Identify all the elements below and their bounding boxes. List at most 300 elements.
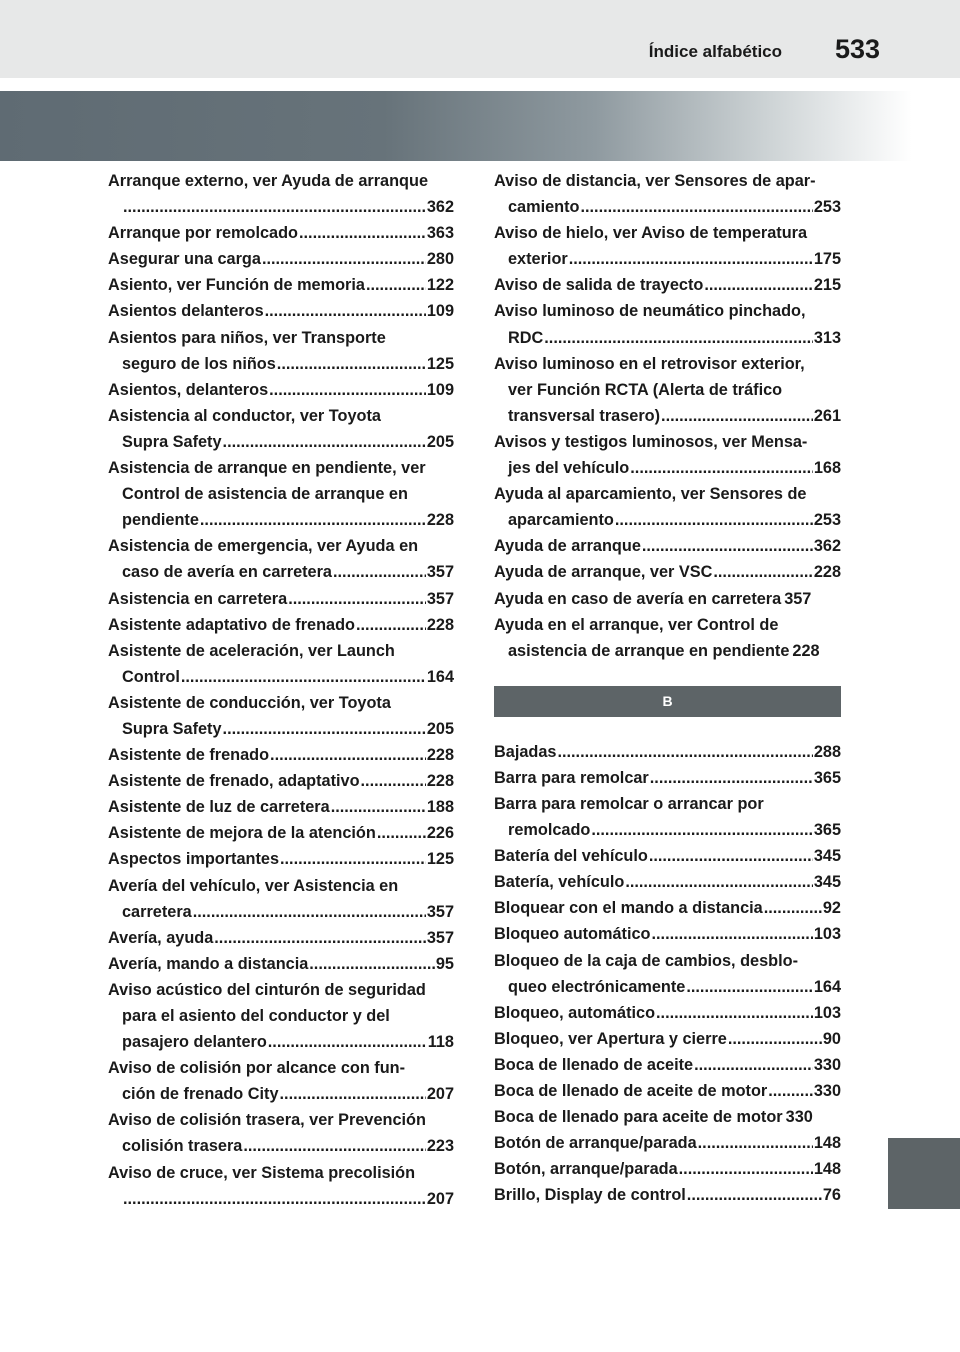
dot-leader (268, 1029, 427, 1055)
entry-text: pasajero delantero (122, 1033, 267, 1052)
entry-text: Aviso de colisión trasera, ver Prevención (108, 1111, 426, 1130)
entry-page-number: 345 (813, 873, 841, 892)
index-entry-line (494, 533, 841, 559)
entry-page-number: 228 (426, 746, 454, 765)
entry-page-number: 122 (426, 276, 454, 295)
index-entry (108, 455, 454, 533)
entry-text: Asientos, delanteros (108, 380, 269, 399)
index-entry-line (494, 1182, 841, 1208)
entry-text: carretera (122, 902, 192, 921)
index-entry-line (494, 403, 841, 429)
entry-text: ción de frenado City (122, 1085, 279, 1104)
entry-page-number: 330 (813, 1082, 841, 1100)
index-entry-line (108, 1081, 454, 1107)
dot-leader (544, 325, 813, 351)
entry-text: Batería del vehículo (494, 847, 648, 866)
dot-leader (262, 246, 426, 272)
entry-page-number: 330 (813, 1055, 841, 1074)
entry-text: Asegurar una carga (108, 250, 261, 269)
dot-leader (309, 951, 435, 977)
entry-page-number: 228 (426, 772, 454, 791)
entry-page-number: 253 (813, 511, 841, 530)
entry-page-number: 109 (426, 302, 454, 321)
entry-text: camiento (508, 198, 580, 217)
entry-page-number: 95 (435, 954, 454, 973)
entry-text: Avería del vehículo, ver Asistencia en (108, 876, 399, 895)
section-header-b: B (494, 686, 841, 717)
entry-text: Bloquear con el mando a distancia (494, 899, 763, 918)
dot-leader (288, 586, 426, 612)
dot-leader (356, 612, 426, 638)
index-entry (494, 1026, 841, 1052)
entry-page-number: 357 (426, 563, 454, 582)
index-entry-line (108, 403, 454, 429)
index-entry-line (494, 739, 841, 765)
entry-text: asistencia de arranque en pendiente (508, 641, 790, 660)
index-entry-line (108, 1133, 454, 1159)
index-entry-line (108, 168, 454, 194)
entry-text: caso de avería en carretera (122, 563, 332, 582)
entry-text: jes del vehículo (508, 459, 630, 478)
entry-text: Brillo, Display de control (494, 1186, 686, 1205)
index-entry-line (494, 1156, 841, 1182)
index-entry-line (494, 1104, 841, 1130)
dot-leader (123, 1186, 426, 1212)
decorative-banner (0, 91, 960, 161)
index-entry (494, 895, 841, 921)
dot-leader (361, 768, 426, 794)
index-entry (108, 298, 454, 324)
entry-text: Aspectos importantes (108, 850, 279, 869)
entry-text: transversal trasero) (508, 406, 661, 425)
dot-leader (331, 794, 426, 820)
index-entry-line (108, 1160, 454, 1186)
entry-page-number: 168 (813, 459, 841, 478)
index-entry-line (108, 794, 454, 820)
index-entry (494, 1000, 841, 1026)
dot-leader (214, 925, 426, 951)
index-entry-line (494, 586, 841, 612)
dot-leader (580, 194, 812, 220)
index-entry-line (494, 765, 841, 791)
entry-page-number: 365 (813, 821, 841, 840)
header-band (0, 0, 960, 78)
entry-text: Asistente de mejora de la atención (108, 824, 376, 843)
entry-text: Aviso de cruce, ver Sistema precolisión (108, 1163, 416, 1182)
index-entry (108, 325, 454, 377)
entry-text: Asiento, ver Función de memoria (108, 276, 365, 295)
index-entry-line (494, 612, 841, 638)
entry-text: Boca de llenado de aceite de motor (494, 1082, 768, 1100)
index-entry-line (494, 817, 841, 843)
index-entry-line (494, 168, 841, 194)
entry-text: Supra Safety (122, 432, 222, 451)
index-entry (494, 612, 841, 664)
index-entry-line (108, 690, 454, 716)
index-entry-line (108, 742, 454, 768)
index-entry-line (108, 455, 454, 481)
entry-text: Batería, vehículo (494, 873, 625, 892)
entry-text: Botón, arranque/parada (494, 1160, 678, 1179)
dot-leader (764, 895, 822, 921)
index-column-left (108, 168, 454, 1212)
index-entry-line (108, 298, 454, 324)
dot-leader (299, 220, 426, 246)
index-entry-line (108, 638, 454, 664)
index-entry (108, 742, 454, 768)
entry-page-number: 253 (813, 198, 841, 217)
entry-text: Asistente de aceleración, ver Launch (108, 641, 395, 660)
entry-text: Supra Safety (122, 719, 222, 738)
index-entry-line (494, 481, 841, 507)
entry-page-number: 363 (426, 224, 454, 243)
entry-page-number: 223 (426, 1137, 454, 1156)
index-entry (108, 768, 454, 794)
index-entry-line (108, 1107, 454, 1133)
index-entry (108, 638, 454, 690)
entry-text: queo electrónicamente (508, 977, 686, 996)
dot-leader (625, 869, 813, 895)
index-entry-line (494, 1078, 841, 1104)
index-entry-line (108, 246, 454, 272)
entry-text: Ayuda de arranque, ver VSC (494, 563, 713, 582)
index-entry (108, 1055, 454, 1107)
entry-page-number: 362 (813, 537, 841, 556)
dot-leader (652, 921, 813, 947)
entry-page-number: 164 (813, 977, 841, 996)
dot-leader (569, 246, 813, 272)
entry-page-number: 109 (426, 380, 454, 399)
index-entry (494, 586, 841, 612)
entry-text: aparcamiento (508, 511, 614, 530)
index-entry-line (108, 559, 454, 585)
index-entry-line (494, 1052, 841, 1078)
entry-page-number: 357 (784, 589, 812, 608)
entry-text: Aviso de colisión por alcance con fun- (108, 1059, 406, 1078)
entry-text: Asistencia al conductor, ver Toyota (108, 406, 381, 425)
entry-page-number: 125 (426, 850, 454, 869)
entry-page-number: 207 (426, 1085, 454, 1104)
index-entry-line (108, 533, 454, 559)
index-entry-line (494, 869, 841, 895)
index-entry (108, 1160, 454, 1212)
dot-leader (557, 739, 812, 765)
index-entry (108, 690, 454, 742)
dot-leader (768, 1078, 813, 1104)
entry-text: Barra para remolcar o arrancar por (494, 794, 764, 813)
entry-page-number: 188 (426, 798, 454, 817)
index-entry-line (108, 1055, 454, 1081)
index-entry-line (108, 716, 454, 742)
index-entry (494, 1156, 841, 1182)
entry-text: Asistencia de arranque en pendiente, ver (108, 459, 426, 478)
entry-page-number: 164 (426, 667, 454, 686)
index-entry (108, 925, 454, 951)
index-entry-line (108, 664, 454, 690)
dot-leader (642, 533, 813, 559)
index-entry-line (494, 1026, 841, 1052)
entry-text: Aviso de distancia, ver Sensores de apar- (494, 172, 816, 190)
index-entry-line (108, 612, 454, 638)
dot-leader (223, 716, 426, 742)
entry-page-number: 103 (813, 1003, 841, 1022)
entry-text: Barra para remolcar (494, 768, 649, 787)
entry-text: Asistencia en carretera (108, 589, 288, 608)
index-entry (108, 846, 454, 872)
index-entry (108, 1107, 454, 1159)
index-entry-line (494, 948, 841, 974)
index-entry (108, 586, 454, 612)
dot-leader (181, 664, 426, 690)
index-entry-line (494, 1000, 841, 1026)
index-entry-line (494, 429, 841, 455)
index-entry (494, 481, 841, 533)
header-title: Índice alfabético (648, 42, 782, 61)
dot-leader (366, 272, 426, 298)
index-entry-line (494, 377, 841, 403)
index-entry (108, 977, 454, 1055)
index-entry (494, 869, 841, 895)
dot-leader (265, 298, 426, 324)
entry-page-number: 226 (426, 824, 454, 843)
dot-leader (615, 507, 813, 533)
side-thumb-tab (888, 1138, 960, 1209)
entry-text: Bloqueo, automático (494, 1003, 656, 1022)
index-entry-line (108, 481, 454, 507)
dot-leader (243, 1133, 425, 1159)
index-entry (494, 272, 841, 298)
entry-text: Control de asistencia de arranque en (122, 485, 408, 504)
entry-text: Aviso de salida de trayecto (494, 276, 704, 295)
index-entry (108, 951, 454, 977)
entry-text: Ayuda de arranque (494, 537, 641, 556)
dot-leader (649, 843, 813, 869)
index-entry (108, 272, 454, 298)
index-entry (108, 220, 454, 246)
entry-page-number: 215 (813, 276, 841, 295)
entry-text: Ayuda en el arranque, ver Control de (494, 615, 779, 634)
index-entry-line (108, 586, 454, 612)
index-entry-line (108, 820, 454, 846)
entry-page-number: 365 (813, 768, 841, 787)
entry-page-number: 280 (426, 250, 454, 269)
index-entry-line (494, 559, 841, 585)
entry-text: Botón de arranque/parada (494, 1134, 697, 1153)
index-entry (494, 1104, 841, 1130)
dot-leader (679, 1156, 813, 1182)
index-entry-line (108, 1029, 454, 1055)
index-entry-line (108, 899, 454, 925)
index-entry-line (494, 895, 841, 921)
index-group-a (494, 168, 841, 664)
entry-text: Bloqueo de la caja de cambios, desblo- (494, 951, 798, 970)
index-entry (108, 377, 454, 403)
dot-leader (694, 1052, 813, 1078)
entry-text: Arranque por remolcado (108, 224, 298, 243)
index-entry (108, 246, 454, 272)
index-entry-line (494, 791, 841, 817)
dot-leader (650, 765, 813, 791)
entry-text: remolcado (508, 821, 591, 840)
entry-page-number: 313 (813, 328, 841, 347)
index-entry (494, 559, 841, 585)
index-entry-line (108, 377, 454, 403)
entry-page-number: 357 (426, 589, 454, 608)
entry-text: ver Función RCTA (Alerta de tráfico (508, 380, 783, 399)
entry-text: RDC (508, 328, 544, 347)
index-entry-line (108, 272, 454, 298)
index-entry (494, 1182, 841, 1208)
index-entry (494, 220, 841, 272)
entry-text: Ayuda al aparcamiento, ver Sensores de (494, 485, 807, 504)
entry-text: Aviso de hielo, ver Aviso de temperatura (494, 224, 808, 243)
entry-text: seguro de los niños (122, 354, 276, 373)
index-entry-line (494, 974, 841, 1000)
entry-page-number: 228 (813, 563, 841, 582)
entry-page-number: 103 (813, 925, 841, 944)
entry-text: Asistencia de emergencia, ver Ayuda en (108, 537, 419, 556)
entry-page-number: 148 (813, 1134, 841, 1153)
index-entry (494, 168, 841, 220)
entry-text: Avería, mando a distancia (108, 954, 309, 973)
dot-leader (713, 559, 812, 585)
index-entry-line (108, 220, 454, 246)
index-entry-line (108, 194, 454, 220)
entry-page-number: 92 (822, 899, 841, 918)
dot-leader (656, 1000, 813, 1026)
index-entry-line (494, 194, 841, 220)
dot-leader (661, 403, 813, 429)
index-entry-line (108, 951, 454, 977)
index-entry (494, 1130, 841, 1156)
index-entry (494, 843, 841, 869)
index-entry-line (108, 325, 454, 351)
entry-page-number: 330 (785, 1108, 813, 1127)
entry-text: Aviso acústico del cinturón de seguridad (108, 980, 426, 999)
index-entry (494, 739, 841, 765)
dot-leader (193, 899, 426, 925)
entry-text: Aviso luminoso en el retrovisor exterior, (494, 354, 805, 373)
dot-leader (270, 742, 426, 768)
entry-page-number: 125 (426, 354, 454, 373)
dot-leader (377, 820, 426, 846)
entry-page-number: 288 (813, 742, 841, 761)
entry-page-number: 228 (426, 615, 454, 634)
index-entry-line (494, 351, 841, 377)
index-entry (494, 791, 841, 843)
index-entry-line (494, 220, 841, 246)
entry-text: Bloqueo automático (494, 925, 651, 944)
index-entry-line (494, 246, 841, 272)
entry-text: Bloqueo, ver Apertura y cierre (494, 1029, 727, 1048)
entry-text: Asientos delanteros (108, 302, 264, 321)
entry-text: Boca de llenado de aceite (494, 1055, 694, 1074)
entry-text: Avisos y testigos luminosos, ver Mensa- (494, 432, 808, 451)
dot-leader (687, 1182, 822, 1208)
entry-page-number: 228 (426, 511, 454, 530)
entry-text: Ayuda en caso de avería en carretera (494, 589, 782, 608)
index-entry (108, 820, 454, 846)
entry-page-number: 118 (427, 1033, 454, 1052)
index-entry (108, 533, 454, 585)
entry-text: Asientos para niños, ver Transporte (108, 328, 386, 347)
index-entry (494, 765, 841, 791)
entry-text: Aviso luminoso de neumático pinchado, (494, 302, 806, 321)
index-entry (494, 1052, 841, 1078)
index-entry-line (494, 1130, 841, 1156)
entry-page-number: 148 (813, 1160, 841, 1179)
entry-page-number: 175 (813, 250, 841, 269)
index-entry (494, 429, 841, 481)
entry-text: Asistente adaptativo de frenado (108, 615, 355, 634)
index-entry (108, 873, 454, 925)
index-entry-line (494, 843, 841, 869)
index-entry-line (494, 325, 841, 351)
index-entry-line (108, 507, 454, 533)
entry-text: Bajadas (494, 742, 557, 761)
dot-leader (630, 455, 813, 481)
entry-text: para el asiento del conductor y del (122, 1007, 390, 1025)
index-entry-line (494, 921, 841, 947)
index-entry (494, 298, 841, 350)
index-entry-line (108, 846, 454, 872)
entry-text: Arranque externo, ver Ayuda de arranque (108, 172, 428, 190)
index-entry (108, 168, 454, 220)
index-entry-line (494, 272, 841, 298)
entry-page-number: 205 (426, 719, 454, 738)
entry-page-number: 205 (426, 432, 454, 451)
index-entry-line (494, 455, 841, 481)
index-entry-line (108, 429, 454, 455)
index-entry-line (108, 873, 454, 899)
index-entry-line (494, 638, 841, 664)
index-entry-line (108, 351, 454, 377)
index-entry (494, 948, 841, 1000)
entry-text: Asistente de frenado, adaptativo (108, 772, 360, 791)
index-entry (494, 533, 841, 559)
index-entry-line (108, 977, 454, 1003)
dot-leader (686, 974, 812, 1000)
index-group-b (494, 739, 841, 1209)
entry-page-number: 261 (813, 406, 841, 425)
entry-page-number: 357 (426, 902, 454, 921)
entry-page-number: 345 (813, 847, 841, 866)
index-entry (494, 921, 841, 947)
dot-leader (698, 1130, 813, 1156)
entry-text: Asistente de frenado (108, 746, 270, 765)
index-entry (108, 794, 454, 820)
dot-leader (728, 1026, 822, 1052)
entry-page-number: 90 (822, 1029, 841, 1048)
index-entry-line (108, 1003, 454, 1029)
index-entry-line (494, 298, 841, 324)
index-entry (494, 1078, 841, 1104)
dot-leader (269, 377, 426, 403)
dot-leader (591, 817, 812, 843)
dot-leader (280, 846, 426, 872)
dot-leader (704, 272, 813, 298)
entry-page-number: 76 (822, 1186, 841, 1205)
index-entry (108, 612, 454, 638)
entry-page-number: 362 (426, 198, 454, 217)
index-entry-line (108, 768, 454, 794)
entry-text: Avería, ayuda (108, 928, 214, 947)
dot-leader (277, 351, 426, 377)
entry-text: exterior (508, 250, 568, 269)
entry-text: Control (122, 667, 180, 686)
index-entry-line (494, 507, 841, 533)
dot-leader (280, 1081, 426, 1107)
